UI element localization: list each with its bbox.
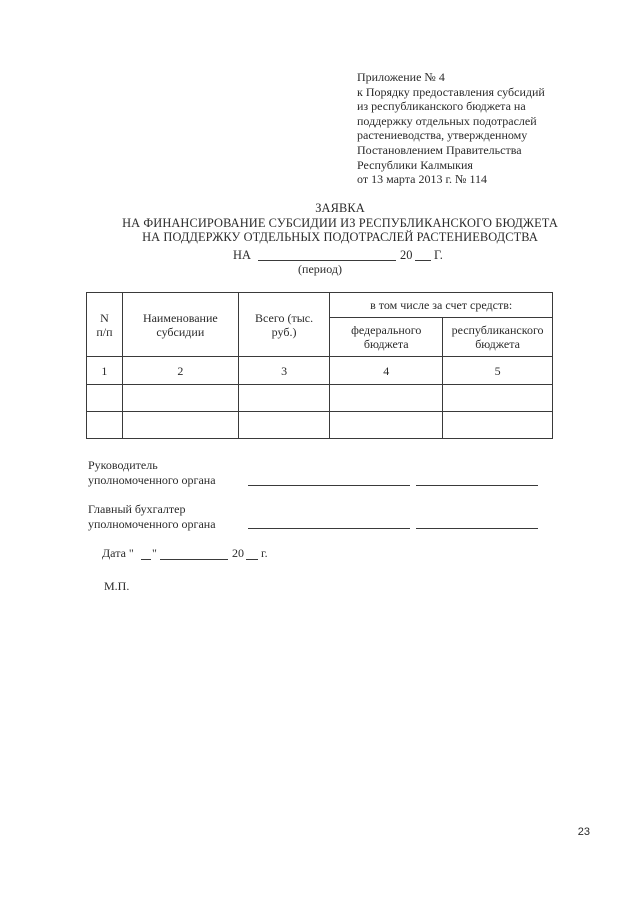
- accountant-signature-line[interactable]: [248, 528, 410, 529]
- date-line: [102, 546, 402, 566]
- table-row: [87, 385, 553, 412]
- header-federal: федерального бюджета: [330, 318, 443, 357]
- table-cell[interactable]: [443, 412, 553, 439]
- period-blank[interactable]: [258, 260, 396, 261]
- table-cell[interactable]: [87, 385, 123, 412]
- table-row: [87, 357, 553, 385]
- header-sources: в том числе за счет средств:: [330, 293, 553, 318]
- table-cell[interactable]: [443, 385, 553, 412]
- accountant-signature-label: [88, 502, 216, 532]
- appendix-line: растениеводства, утвержденному: [357, 128, 528, 143]
- accountant-name-line[interactable]: [416, 528, 538, 529]
- head-title: Руководитель: [88, 458, 158, 472]
- head-signature-label: [88, 458, 216, 488]
- table-cell[interactable]: [238, 385, 330, 412]
- date-year-blank[interactable]: [246, 559, 258, 560]
- header-total: Всего (тыс. руб.): [238, 293, 330, 357]
- title-line: ЗАЯВКА: [315, 201, 365, 215]
- subsidy-table: [86, 292, 553, 439]
- appendix-line: от 13 марта 2013 г. № 114: [357, 172, 488, 187]
- appendix-line: Республики Калмыкия: [357, 157, 473, 172]
- appendix-line: к Порядку предоставления субсидий: [357, 84, 545, 99]
- accountant-title: Главный бухгалтер: [88, 502, 186, 516]
- column-number: 2: [122, 357, 238, 385]
- period-year-blank[interactable]: [415, 260, 431, 261]
- head-name-line[interactable]: [416, 485, 538, 486]
- page-number: 23: [577, 826, 590, 838]
- table-row: [87, 412, 553, 439]
- appendix-line: из республиканского бюджета на: [357, 99, 526, 114]
- period-year: 20: [400, 248, 413, 262]
- title-line: НА ФИНАНСИРОВАНИЕ СУБСИДИИ ИЗ РЕСПУБЛИКАНСКОГО БЮДЖЕТА: [122, 215, 558, 230]
- table-header-row: [87, 293, 553, 318]
- date-day-blank[interactable]: [141, 559, 151, 560]
- column-number: 1: [87, 357, 123, 385]
- period-caption: (период): [298, 262, 342, 276]
- table-cell[interactable]: [330, 385, 443, 412]
- table-cell[interactable]: [122, 385, 238, 412]
- column-number: 3: [238, 357, 330, 385]
- table-cell[interactable]: [238, 412, 330, 439]
- head-org: уполномоченного органа: [88, 473, 216, 487]
- date-mid: ": [152, 546, 157, 560]
- date-suffix: г.: [261, 546, 268, 560]
- table-cell[interactable]: [330, 412, 443, 439]
- period-suffix: Г.: [434, 248, 443, 262]
- column-number: 4: [330, 357, 443, 385]
- document-title: [60, 201, 620, 245]
- appendix-line: поддержку отдельных подотраслей: [357, 113, 537, 128]
- stamp-place: М.П.: [104, 579, 130, 593]
- appendix-reference: [357, 70, 587, 187]
- table-cell[interactable]: [87, 412, 123, 439]
- appendix-line: Приложение № 4: [357, 70, 445, 84]
- head-signature-line[interactable]: [248, 485, 410, 486]
- title-line: НА ПОДДЕРЖКУ ОТДЕЛЬНЫХ ПОДОТРАСЛЕЙ РАСТЕНИЕВОДСТВА: [142, 230, 538, 245]
- column-number: 5: [443, 357, 553, 385]
- header-num: N п/п: [87, 293, 123, 357]
- period-prefix: НА: [233, 248, 251, 262]
- accountant-org: уполномоченного органа: [88, 517, 216, 531]
- date-year: 20: [232, 546, 244, 560]
- date-month-blank[interactable]: [160, 559, 228, 560]
- appendix-line: Постановлением Правительства: [357, 142, 522, 157]
- table-cell[interactable]: [122, 412, 238, 439]
- header-name: Наименование субсидии: [122, 293, 238, 357]
- header-republic: республиканского бюджета: [443, 318, 553, 357]
- date-prefix: Дата ": [102, 546, 134, 560]
